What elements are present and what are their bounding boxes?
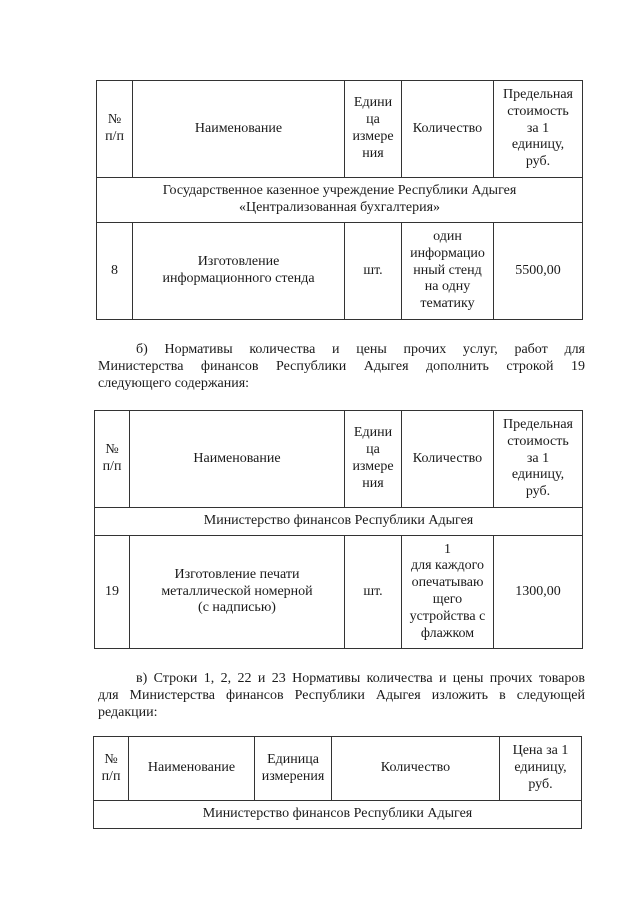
table-2 [94,410,583,649]
paragraph-v-line-2: для Министерства финансов Республики Адыгея изложить в следующей [98,688,585,703]
header-num: № п/п [97,81,133,178]
row-num: 8 [97,223,133,320]
header-price: Цена за 1 единицу, руб. [500,737,582,801]
table-1-section-row [97,178,583,223]
header-unit: Едини ца измере ния [345,81,402,178]
header-num: № п/п [95,411,130,508]
paragraph-v [98,670,585,721]
row-name: Изготовление информационного стенда [133,223,345,320]
table-1 [96,80,583,320]
table-row [97,223,583,320]
header-name: Наименование [130,411,345,508]
table-3-section-row [94,801,582,829]
paragraph-b-line-3: следующего содержания: [98,376,250,391]
table-3 [93,736,582,829]
header-quantity: Количество [402,81,494,178]
paragraph-b-line-1: б) Нормативы количества и цены прочих услуг, работ для [136,342,585,357]
table-2-section-row [95,508,583,536]
section-title: Министерство финансов Республики Адыгея [94,801,582,829]
row-price: 5500,00 [494,223,583,320]
row-unit: шт. [345,223,402,320]
header-name: Наименование [129,737,255,801]
row-quantity: 1 для каждого опечатываю щего устройства с флажком [402,536,494,649]
header-quantity: Количество [332,737,500,801]
paragraph-b-line-2: Министерства финансов Республики Адыгея дополнить строкой 19 [98,359,585,374]
table-3-header-row [94,737,582,801]
header-unit: Единица измерения [255,737,332,801]
header-unit: Едини ца измере ния [345,411,402,508]
row-quantity: один информацио нный стенд на одну тематику [402,223,494,320]
header-price: Предельная стоимость за 1 единицу, руб. [494,411,583,508]
row-unit: шт. [345,536,402,649]
section-title: Государственное казенное учреждение Республики Адыгея «Централизованная бухгалтерия» [97,178,583,223]
header-name: Наименование [133,81,345,178]
row-name: Изготовление печати металлической номерной (с надписью) [130,536,345,649]
section-title: Министерство финансов Республики Адыгея [95,508,583,536]
header-quantity: Количество [402,411,494,508]
paragraph-v-line-1: в) Строки 1, 2, 22 и 23 Нормативы количества и цены прочих товаров [136,671,585,686]
row-num: 19 [95,536,130,649]
table-row [95,536,583,649]
table-2-header-row [95,411,583,508]
paragraph-b [98,341,585,392]
header-num: № п/п [94,737,129,801]
row-price: 1300,00 [494,536,583,649]
header-price: Предельная стоимость за 1 единицу, руб. [494,81,583,178]
table-1-header-row [97,81,583,178]
paragraph-v-line-3: редакции: [98,705,158,720]
